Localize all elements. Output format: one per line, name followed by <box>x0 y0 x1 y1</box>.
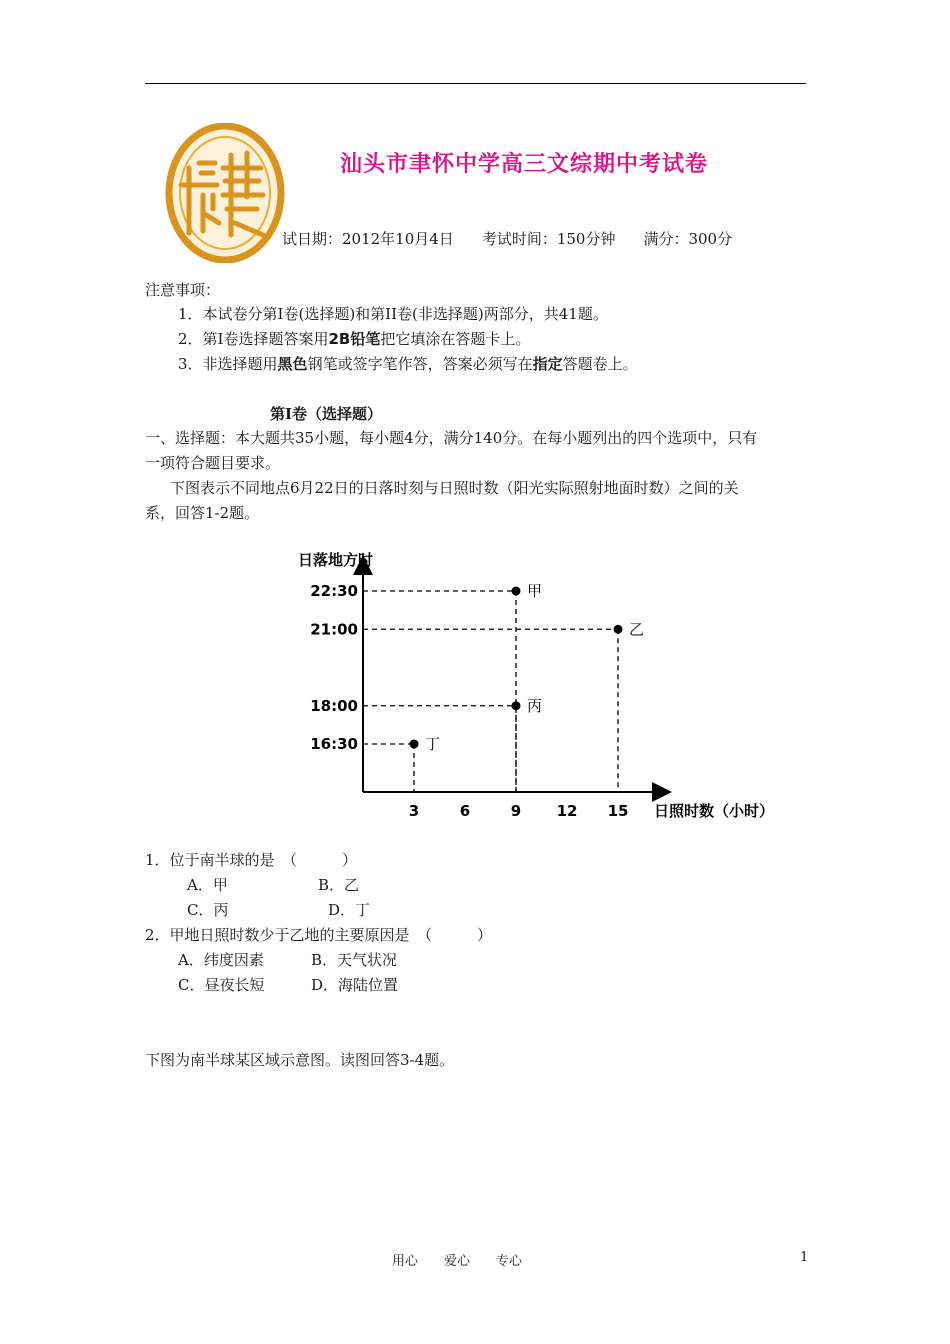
notice-item-3 <box>178 353 638 374</box>
page-number: 1 <box>800 1250 809 1265</box>
data-points <box>410 582 645 753</box>
x-tick-label: 3 <box>408 802 420 820</box>
x-axis-label: 日照时数（小时） <box>654 802 775 820</box>
section-heading: 第Ⅰ卷（选择题） <box>270 405 383 423</box>
y-tick-labels <box>310 582 358 753</box>
notice-item-3-text-end: 答题卷上。 <box>562 355 638 373</box>
y-tick-label: 18:00 <box>310 696 358 715</box>
question-1: 1．位于南半球的是 （ ） <box>145 851 358 869</box>
exam-info <box>282 228 760 249</box>
next-figure-intro: 下图为南半球某区域示意图。读图回答3-4题。 <box>145 1051 455 1069</box>
notice-item-2 <box>178 328 530 349</box>
page-footer <box>392 1250 548 1269</box>
data-point-label: 甲 <box>527 582 543 600</box>
q2-option-c: C．昼夜长短 <box>178 976 265 994</box>
q2-option-d: D．海陆位置 <box>311 976 399 994</box>
notice-item-3-bold-2: 指定 <box>532 355 563 373</box>
section-intro-line-1: 一、选择题：本大题共35小题，每小题4分，满分140分。在每小题列出的四个选项中，只有 <box>145 429 758 447</box>
data-point-label: 乙 <box>629 620 645 639</box>
exam-duration: 考试时间：150分钟 <box>481 230 616 248</box>
q1-option-d: D．丁 <box>328 901 371 919</box>
exam-title: 汕头市聿怀中学高三文综期中考试卷 <box>340 152 709 177</box>
footer-word-3: 专心 <box>496 1254 523 1269</box>
section-intro-line-2: 一项符合题目要求。 <box>145 454 281 472</box>
question-2: 2．甲地日照时数少于乙地的主要原因是 （ ） <box>145 926 493 944</box>
figure-desc-line-2: 系，回答1-2题。 <box>145 504 260 522</box>
notice-item-2-text-end: 把它填涂在答题卡上。 <box>380 330 531 348</box>
data-point-label: 丙 <box>527 696 543 715</box>
notice-item-3-text-mid: 钢笔或签字笔作答，答案必须写在 <box>307 355 533 373</box>
data-point <box>410 740 419 749</box>
y-axis-label: 日落地方时 <box>298 551 374 569</box>
q1-option-b: B．乙 <box>318 876 360 894</box>
footer-word-1: 用心 <box>392 1254 419 1269</box>
school-seal-logo <box>165 123 285 263</box>
data-point <box>614 625 623 634</box>
data-point <box>512 701 521 710</box>
q2-option-b: B．天气状况 <box>311 951 398 969</box>
data-point-label: 丁 <box>425 735 441 753</box>
notice-item-3-text: 3．非选择题用 <box>178 355 278 373</box>
x-tick-labels <box>409 802 629 820</box>
notice-item-3-bold-1: 黑色 <box>277 355 308 373</box>
exam-full-score: 满分：300分 <box>643 230 733 248</box>
notice-heading: 注意事项： <box>145 281 221 299</box>
data-point <box>512 587 521 596</box>
y-tick-label: 21:00 <box>310 620 358 639</box>
q1-option-a: A．甲 <box>187 876 228 894</box>
header-rule <box>145 83 806 84</box>
footer-word-2: 爱心 <box>444 1254 471 1269</box>
x-tick-label: 15 <box>607 802 629 820</box>
exam-date: 试日期：2012年10月4日 <box>282 230 454 248</box>
q1-option-c: C．丙 <box>187 901 229 919</box>
x-tick-label: 12 <box>556 802 578 820</box>
notice-item-2-bold: 2B铅笔 <box>328 330 381 348</box>
q2-option-a: A．纬度因素 <box>178 951 264 969</box>
x-tick-label: 9 <box>510 802 522 820</box>
figure-desc-line-1: 下图表示不同地点6月22日的日落时刻与日照时数（阳光实际照射地面时数）之间的关 <box>170 479 739 497</box>
y-tick-label: 22:30 <box>310 582 358 600</box>
guide-lines <box>363 591 618 792</box>
x-tick-label: 6 <box>459 802 471 820</box>
notice-item-1: 1．本试卷分第Ⅰ卷(选择题)和第II卷(非选择题)两部分，共41题。 <box>178 305 608 323</box>
notice-item-2-text: 2．第Ⅰ卷选择题答案用 <box>178 330 329 348</box>
y-tick-label: 16:30 <box>310 735 358 753</box>
sunset-chart <box>290 540 800 830</box>
